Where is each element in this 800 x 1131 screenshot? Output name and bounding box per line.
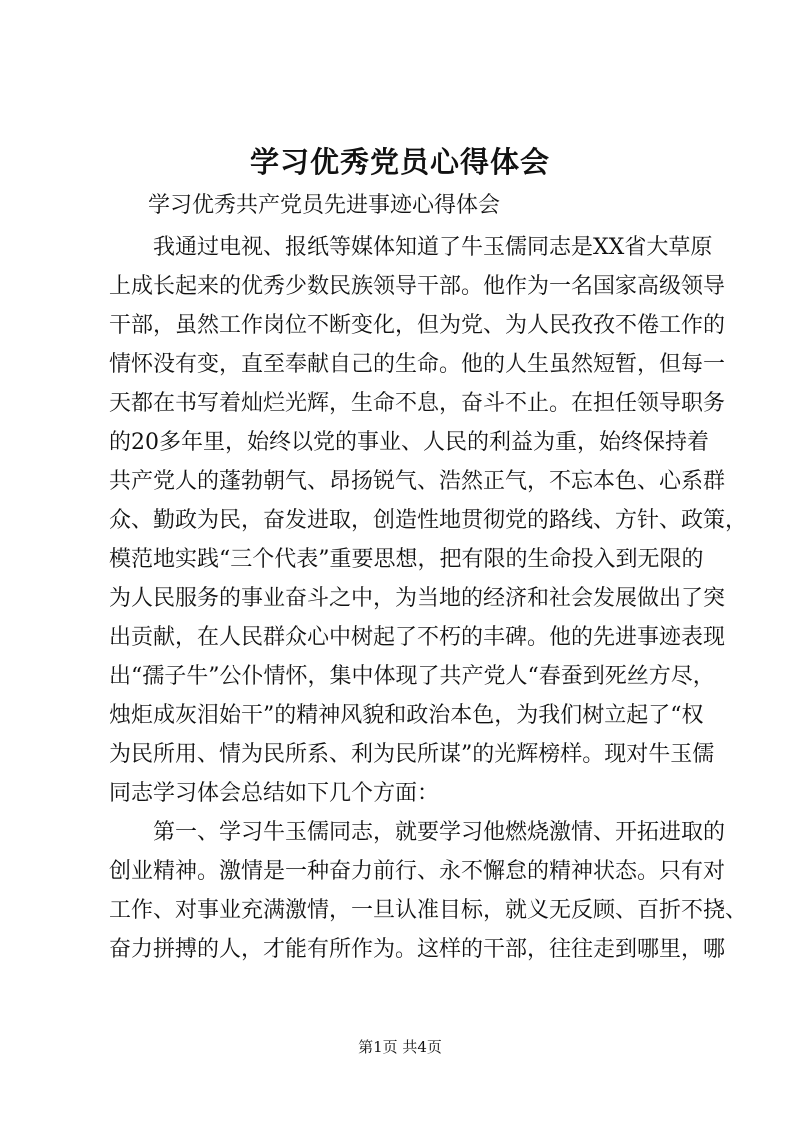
paragraph-line: 出“孺子牛”公仆情怀，集中体现了共产党人“春蚕到死丝方尽，	[109, 664, 715, 689]
paragraph-1	[109, 228, 748, 813]
paragraph-line: 天都在书写着灿烂光辉，生命不息，奋斗不止。在担任领导职务	[109, 391, 726, 416]
paragraph-line: 第一、学习牛玉儒同志，就要学习他燃烧激情、开拓进取的	[153, 820, 726, 845]
paragraph-line: 出贡献，在人民群众心中树起了不朽的丰碑。他的先进事迹表现	[109, 625, 726, 650]
paragraph-line: 众、勤政为民，奋发进取，创造性地贯彻党的路线、方针、政策，	[109, 508, 748, 533]
paragraph-2	[109, 813, 748, 969]
paragraph-line: 工作、对事业充满激情，一旦认准目标，就义无反顾、百折不挠、	[109, 898, 748, 923]
paragraph-line: 奋力拼搏的人，才能有所作为。这样的干部，往往走到哪里，哪	[109, 937, 726, 962]
paragraph-line: 的20多年里，始终以党的事业、人民的利益为重，始终保持着	[109, 430, 709, 455]
paragraph-line: 为民所用、情为民所系、利为民所谋”的光辉榜样。现对牛玉儒	[109, 742, 715, 767]
paragraph-line: 上成长起来的优秀少数民族领导干部。他作为一名国家高级领导	[109, 274, 726, 299]
paragraph-line: 干部，虽然工作岗位不断变化，但为党、为人民孜孜不倦工作的	[109, 313, 726, 338]
paragraph-line: 模范地实践“三个代表”重要思想，把有限的生命投入到无限的	[109, 547, 704, 572]
document-title: 学习优秀党员心得体会	[249, 145, 550, 179]
paragraph-line: 为人民服务的事业奋斗之中，为当地的经济和社会发展做出了突	[109, 586, 726, 611]
paragraph-line: 共产党人的蓬勃朝气、昂扬锐气、浩然正气，不忘本色、心系群	[109, 469, 726, 494]
paragraph-line: 我通过电视、报纸等媒体知道了牛玉儒同志是XX省大草原	[153, 235, 713, 260]
paragraph-line: 情怀没有变，直至奉献自己的生命。他的人生虽然短暂，但每一	[109, 352, 726, 377]
paragraph-line: 创业精神。激情是一种奋力前行、永不懈怠的精神状态。只有对	[109, 859, 726, 884]
paragraph-line: 烛炬成灰泪始干”的精神风貌和政治本色，为我们树立起了“权	[109, 703, 704, 728]
document-subtitle: 学习优秀共产党员先进事迹心得体会	[148, 193, 501, 218]
page-footer: 第1页 共4页	[358, 1038, 442, 1056]
paragraph-line: 同志学习体会总结如下几个方面：	[109, 781, 440, 806]
